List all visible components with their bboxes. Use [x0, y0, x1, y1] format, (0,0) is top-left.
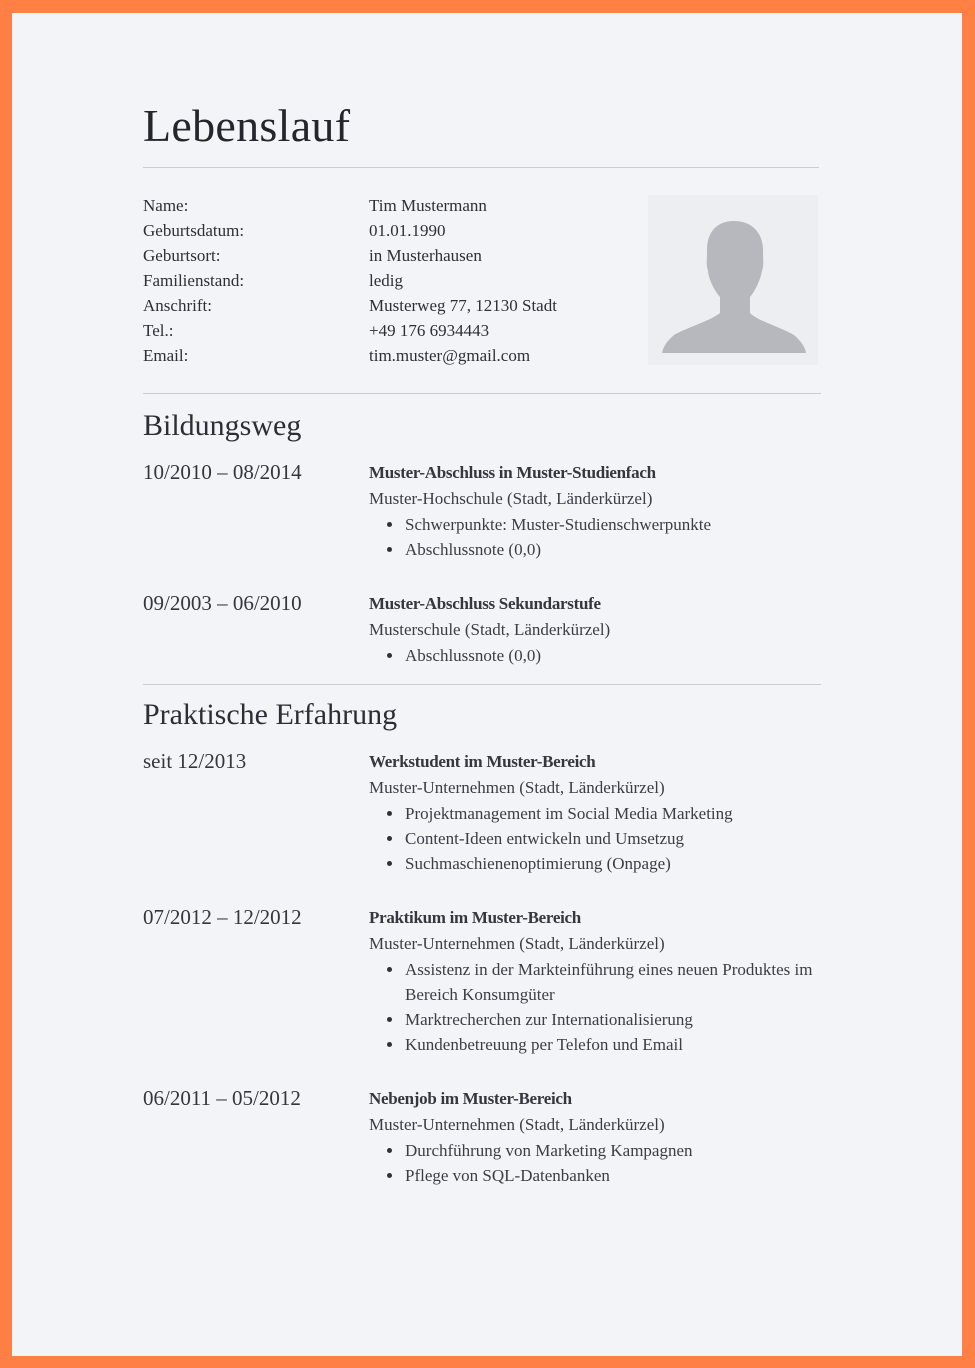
entry-institution: Muster-Unternehmen (Stadt, Länderkürzel) [369, 934, 665, 953]
info-label: Geburtsdatum: [143, 221, 245, 240]
entry-date: 10/2010 – 08/2014 [143, 460, 302, 484]
entry-bullets [369, 512, 829, 562]
title-divider [143, 167, 819, 168]
info-value: ledig [369, 271, 403, 290]
info-label: Tel.: [143, 321, 174, 340]
list-item: Abschlussnote (0,0) [405, 537, 829, 562]
entry-detail [369, 591, 829, 668]
list-item: Content-Ideen entwickeln und Umsetzug [405, 826, 829, 851]
entry-bullets [369, 643, 829, 668]
entry-date: seit 12/2013 [143, 749, 247, 773]
entry-detail [369, 905, 829, 1057]
list-item: Projektmanagement im Social Media Marketing [405, 801, 829, 826]
entry-date: 07/2012 – 12/2012 [143, 905, 302, 929]
entry-institution: Muster-Unternehmen (Stadt, Länderkürzel) [369, 778, 665, 797]
list-item: Abschlussnote (0,0) [405, 643, 829, 668]
info-value: Tim Mustermann [369, 196, 487, 215]
list-item: Kundenbetreuung per Telefon und Email [405, 1032, 829, 1057]
info-label: Anschrift: [143, 296, 212, 315]
entry-detail [369, 460, 829, 562]
list-item: Schwerpunkte: Muster-Studienschwerpunkte [405, 512, 829, 537]
list-item: Assistenz in der Markteinführung eines neuen Produktes im Bereich Konsumgüter [405, 957, 829, 1007]
info-value: Musterweg 77, 12130 Stadt [369, 296, 557, 315]
entry-bullets [369, 801, 829, 876]
entry-detail [369, 749, 829, 876]
info-label: Familienstand: [143, 271, 245, 290]
section-divider [143, 393, 821, 394]
entry-title: Muster-Abschluss in Muster-Studienfach [369, 463, 656, 482]
profile-photo [648, 195, 818, 365]
entry-bullets [369, 1138, 829, 1188]
info-label: Geburtsort: [143, 246, 221, 265]
entry-institution: Muster-Hochschule (Stadt, Länderkürzel) [369, 489, 653, 508]
info-value: in Musterhausen [369, 246, 482, 265]
info-value: 01.01.1990 [369, 221, 446, 240]
entry-institution: Muster-Unternehmen (Stadt, Länderkürzel) [369, 1115, 665, 1134]
entry-title: Muster-Abschluss Sekundarstufe [369, 594, 601, 613]
entry-title: Nebenjob im Muster-Bereich [369, 1089, 572, 1108]
info-value: tim.muster@gmail.com [369, 346, 531, 365]
info-value: +49 176 6934443 [369, 321, 490, 340]
entry-title: Praktikum im Muster-Bereich [369, 908, 581, 927]
section-heading-experience: Praktische Erfahrung [143, 698, 398, 731]
list-item: Marktrecherchen zur Internationalisierung [405, 1007, 829, 1032]
list-item: Durchführung von Marketing Kampagnen [405, 1138, 829, 1163]
entry-detail [369, 1086, 829, 1188]
resume-page [12, 13, 962, 1356]
section-divider [143, 684, 821, 685]
person-silhouette-icon [648, 195, 818, 365]
info-label: Name: [143, 196, 189, 215]
entry-date: 09/2003 – 06/2010 [143, 591, 302, 615]
entry-institution: Musterschule (Stadt, Länderkürzel) [369, 620, 611, 639]
page-title: Lebenslauf [143, 100, 351, 151]
list-item: Pflege von SQL-Datenbanken [405, 1163, 829, 1188]
section-heading-education: Bildungsweg [143, 409, 302, 442]
info-label: Email: [143, 346, 189, 365]
entry-title: Werkstudent im Muster-Bereich [369, 752, 596, 771]
list-item: Suchmaschienenoptimierung (Onpage) [405, 851, 829, 876]
entry-bullets [369, 957, 829, 1057]
entry-date: 06/2011 – 05/2012 [143, 1086, 301, 1110]
